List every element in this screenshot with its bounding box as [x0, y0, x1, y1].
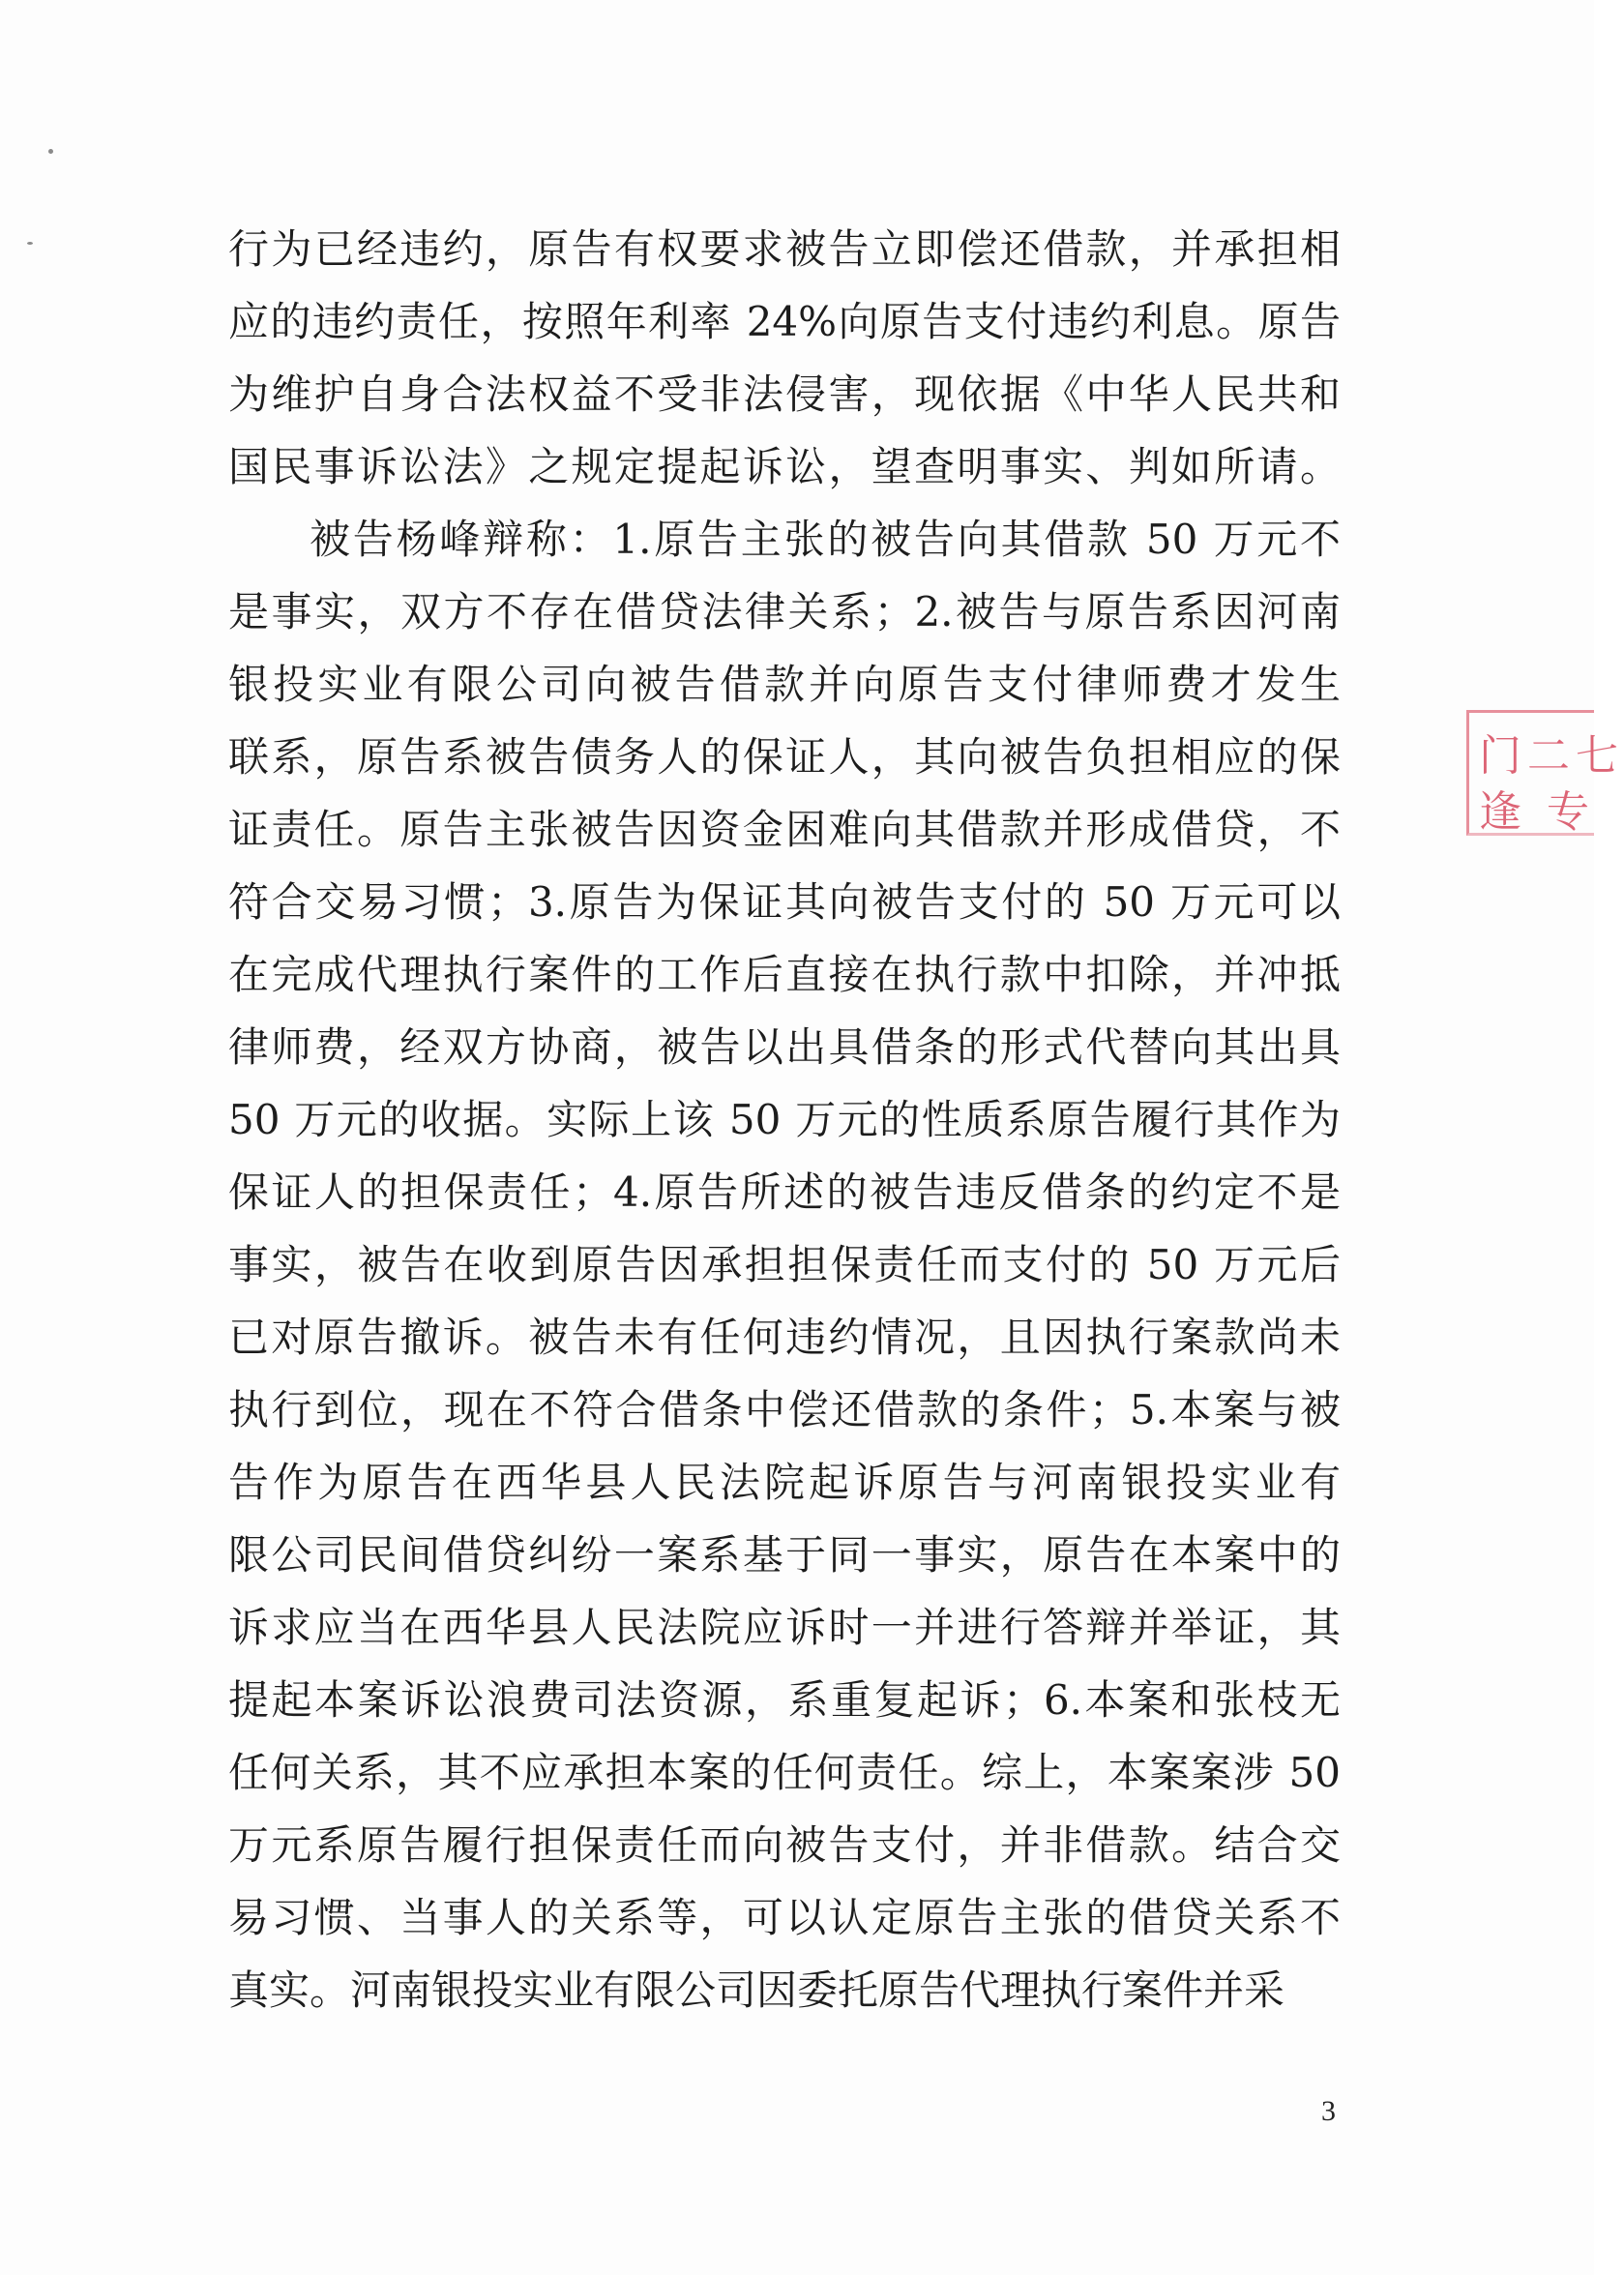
text-line: 证责任。原告主张被告因资金困难向其借款并形成借贷，不: [228, 806, 1341, 853]
text-line: 50 万元的收据。实际上该 50 万元的性质系原告履行其作为: [228, 1096, 1341, 1143]
text-line: 应的违约责任，按照年利率 24%向原告支付违约利息。原告: [228, 298, 1341, 345]
text-line: 保证人的担保责任；4.原告所述的被告违反借条的约定不是: [228, 1168, 1341, 1216]
text-line: 律师费，经双方协商，被告以出具借条的形式代替向其出具: [228, 1023, 1341, 1071]
text-line: 限公司民间借贷纠纷一案系基于同一事实，原告在本案中的: [228, 1531, 1341, 1579]
text-line: 已对原告撤诉。被告未有任何违约情况，且因执行案款尚未: [228, 1314, 1341, 1361]
text-line: 万元系原告履行担保责任而向被告支付，并非借款。结合交: [228, 1821, 1341, 1869]
text-line: 行为已经违约，原告有权要求被告立即偿还借款，并承担相: [228, 225, 1341, 273]
text-line: 真实。河南银投实业有限公司因委托原告代理执行案件并采: [228, 1966, 1285, 2014]
text-line: 银投实业有限公司向被告借款并向原告支付律师费才发生: [228, 661, 1341, 708]
text-line: 诉求应当在西华县人民法院应诉时一并进行答辩并举证，其: [228, 1604, 1341, 1651]
scan-speck: [48, 149, 53, 154]
text-line: 是事实，双方不存在借贷法律关系；2.被告与原告系因河南: [228, 588, 1341, 635]
stamp-text-top: 门二七: [1479, 731, 1624, 781]
text-line: 符合交易习惯；3.原告为保证其向被告支付的 50 万元可以: [228, 878, 1341, 926]
text-line: 告作为原告在西华县人民法院起诉原告与河南银投实业有: [228, 1459, 1341, 1506]
stamp-text-bottom: 逢 专: [1479, 787, 1595, 837]
seal-stamp: [1466, 710, 1624, 837]
text-line: 为维护自身合法权益不受非法侵害，现依据《中华人民共和: [228, 370, 1341, 418]
text-line: 执行到位，现在不符合借条中偿还借款的条件；5.本案与被: [228, 1386, 1341, 1433]
text-line: 事实，被告在收到原告因承担担保责任而支付的 50 万元后: [228, 1241, 1341, 1288]
text-line: 被告杨峰辩称：1.原告主张的被告向其借款 50 万元不: [310, 516, 1341, 563]
text-line: 国民事诉讼法》之规定提起诉讼，望查明事实、判如所请。: [228, 443, 1341, 490]
text-line: 在完成代理执行案件的工作后直接在执行款中扣除，并冲抵: [228, 951, 1341, 998]
text-line: 任何关系，其不应承担本案的任何责任。综上，本案案涉 50: [228, 1749, 1341, 1796]
document-body: [228, 213, 1341, 2026]
scan-speck: [27, 242, 33, 245]
page-number: 3: [1321, 2095, 1336, 2127]
text-line: 联系，原告系被告债务人的保证人，其向被告负担相应的保: [228, 733, 1341, 781]
text-line: 易习惯、当事人的关系等，可以认定原告主张的借贷关系不: [228, 1894, 1341, 1941]
text-line: 提起本案诉讼浪费司法资源，系重复起诉；6.本案和张枝无: [228, 1676, 1341, 1724]
